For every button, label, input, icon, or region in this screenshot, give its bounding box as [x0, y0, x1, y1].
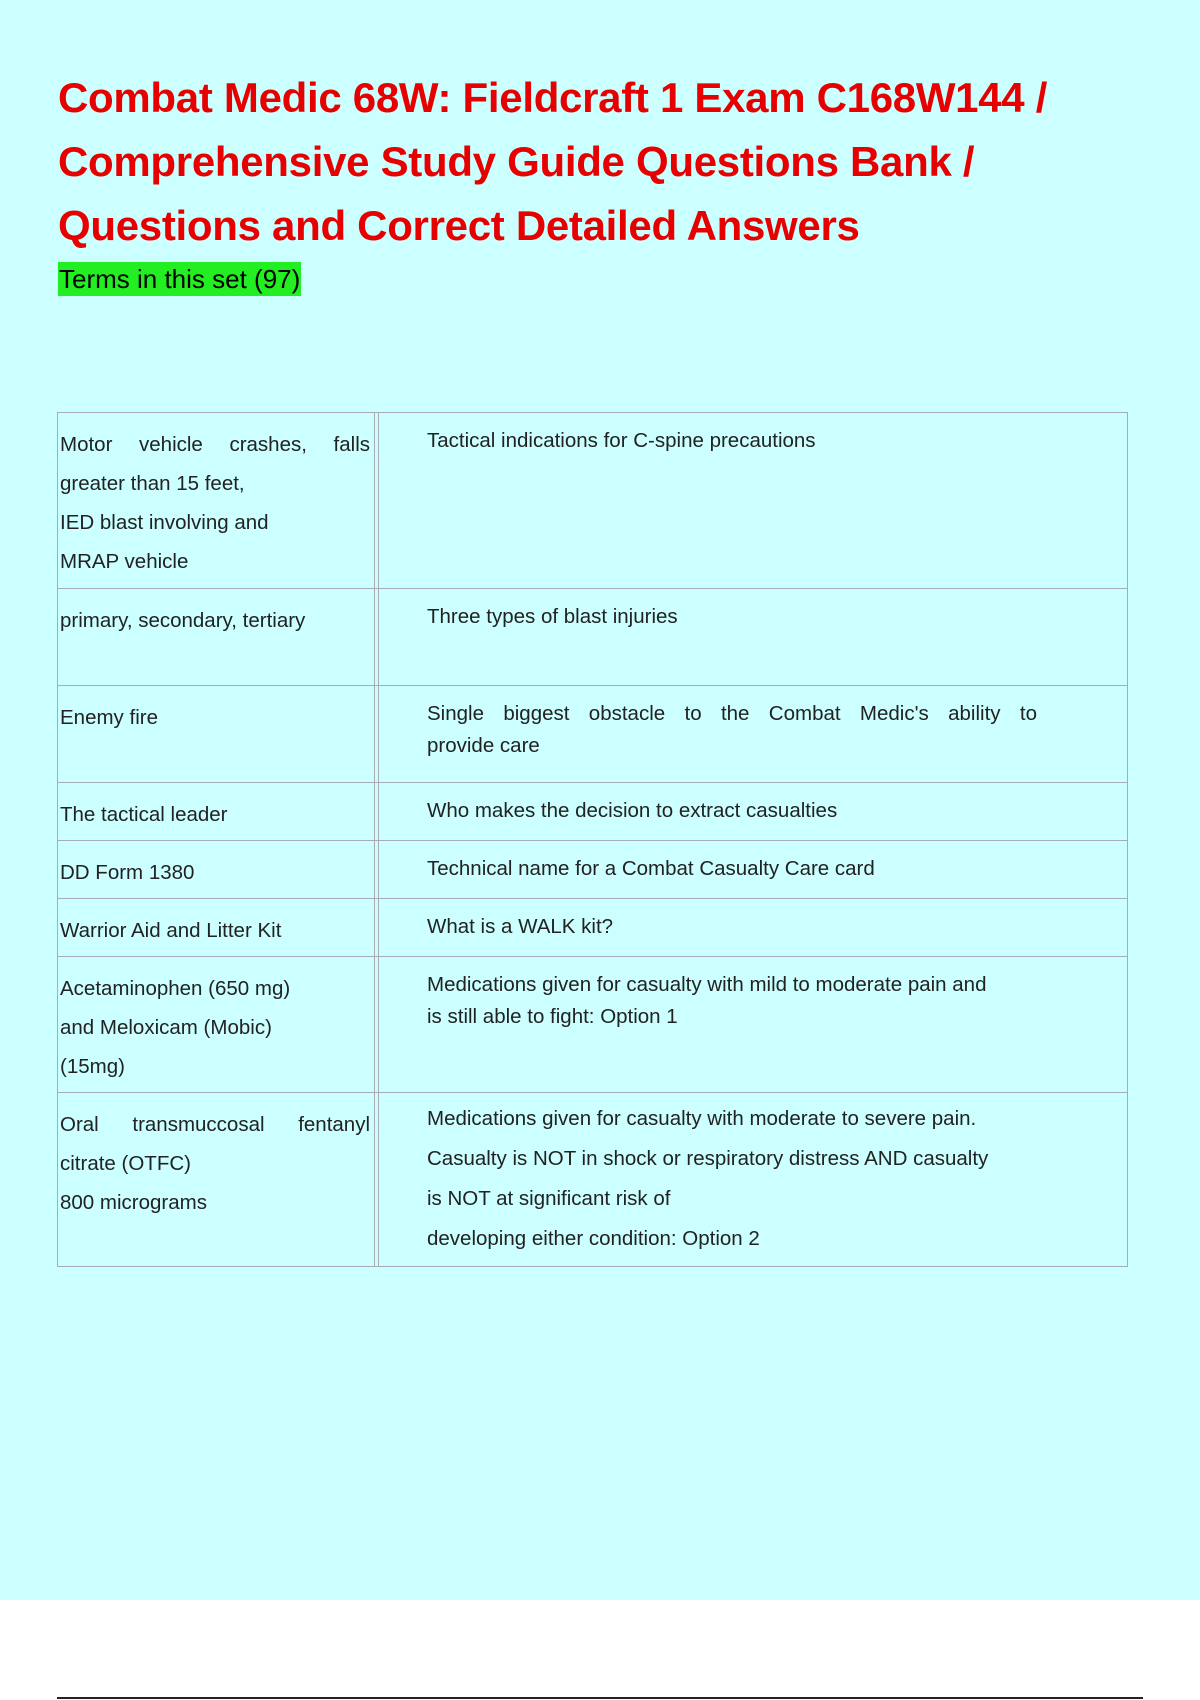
flashcard-table: [57, 412, 1128, 1267]
table-row: [58, 413, 1128, 589]
answer-cell: [58, 783, 375, 841]
question-line: Medications given for casualty with moderate to severe pain.: [427, 1107, 977, 1130]
question-line: is still able to fight: Option 1: [427, 1005, 678, 1028]
question-line: Tactical indications for C-spine precautions: [427, 429, 816, 452]
question-line: developing either condition: Option 2: [427, 1227, 760, 1250]
question-cell: [379, 589, 1128, 686]
question-cell: [379, 413, 1128, 589]
answer-cell: [58, 899, 375, 957]
answer-line: 800 micrograms: [60, 1191, 207, 1214]
table-row: [58, 841, 1128, 899]
answer-line: IED blast involving and: [60, 511, 269, 534]
question-cell: [379, 1093, 1128, 1267]
question-line: Three types of blast injuries: [427, 605, 678, 628]
terms-count-label: Terms in this set (97): [59, 264, 301, 294]
title-line-3: Questions and Correct Detailed Answers: [58, 202, 860, 249]
answer-line: Acetaminophen (650 mg): [60, 977, 291, 1000]
answer-line: The tactical leader: [60, 803, 228, 826]
answer-line: MRAP vehicle: [60, 550, 189, 573]
question-line: provide care: [427, 734, 540, 757]
answer-line: Warrior Aid and Litter Kit: [60, 919, 282, 942]
title-line-1: Combat Medic 68W: Fieldcraft 1 Exam C168W144 /: [58, 74, 1048, 121]
footer-rule: [57, 1697, 1143, 1699]
question-line: Single biggest obstacle to the Combat Medic's ability to: [427, 702, 1037, 725]
table-row: [58, 957, 1128, 1093]
table-row: [58, 783, 1128, 841]
answer-line: primary, secondary, tertiary: [60, 609, 306, 632]
title-line-2: Comprehensive Study Guide Questions Bank /: [58, 138, 975, 185]
answer-line: citrate (OTFC): [60, 1152, 191, 1175]
answer-cell: [58, 1093, 375, 1267]
answer-cell: [58, 686, 375, 783]
question-cell: [379, 686, 1128, 783]
table-row: [58, 686, 1128, 783]
question-line: What is a WALK kit?: [427, 915, 614, 938]
answer-cell: [58, 841, 375, 899]
answer-line: Enemy fire: [60, 706, 158, 729]
answer-cell: [58, 589, 375, 686]
table-row: [58, 899, 1128, 957]
question-cell: [379, 957, 1128, 1093]
answer-cell: [58, 413, 375, 589]
question-cell: [379, 841, 1128, 899]
answer-line: DD Form 1380: [60, 861, 195, 884]
answer-line: and Meloxicam (Mobic): [60, 1016, 272, 1039]
question-line: is NOT at significant risk of: [427, 1187, 671, 1210]
answer-line: greater than 15 feet,: [60, 472, 245, 495]
question-line: Technical name for a Combat Casualty Care card: [427, 857, 875, 880]
document-title: [58, 66, 1158, 258]
answer-line: Motor vehicle crashes, falls: [60, 433, 370, 456]
table-row: [58, 589, 1128, 686]
question-line: Casualty is NOT in shock or respiratory distress AND casualty: [427, 1147, 989, 1170]
question-cell: [379, 899, 1128, 957]
table-row: [58, 1093, 1128, 1267]
answer-cell: [58, 957, 375, 1093]
answer-line: (15mg): [60, 1055, 125, 1078]
answer-line: Oral transmuccosal fentanyl: [60, 1113, 370, 1136]
question-cell: [379, 783, 1128, 841]
question-line: Who makes the decision to extract casualties: [427, 799, 838, 822]
question-line: Medications given for casualty with mild to moderate pain and: [427, 973, 987, 996]
